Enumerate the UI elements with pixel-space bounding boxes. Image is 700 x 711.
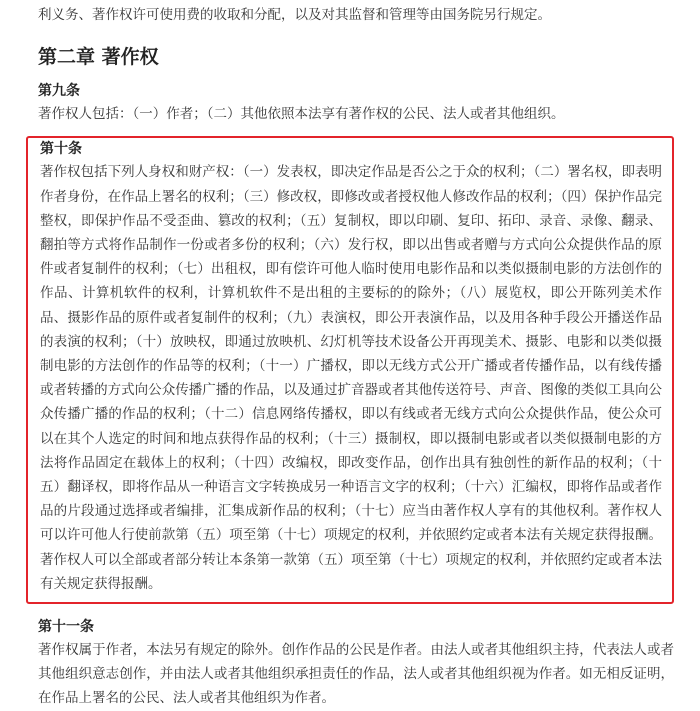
article-9-title: 第九条 (38, 83, 80, 100)
intro-paragraph: 利义务、著作权许可使用费的收取和分配，以及对其监督和管理等由国务院另行规定。 (38, 7, 551, 23)
article-10-title: 第十条 (40, 141, 82, 158)
article-11-title: 第十一条 (38, 619, 94, 636)
article-10-highlight-box (26, 136, 674, 604)
chapter-title: 第二章 著作权 (38, 46, 159, 69)
article-10-body: 著作权包括下列人身权和财产权：（一）发表权，即决定作品是否公之于众的权利；（二）署名权，即表明作者身份，在作品上署名的权利；（三）修改权，即修改或者授权他人修改作品的权利；（四）保护作品完整权，即保护作品不受歪曲、篡改的权利；（五）复制权，即以印刷、复印、拓印、录音、录像、翻录、翻拍等方式将作品制作一份或者多份的权利；（六）发行权，即以出售或者赠与方式向公众提供作品的原件或者复制件的权利；（七）出租权，即有偿许可他人临时使用电影作品和以类似摄制电影的方法创作的作品、计算机软件的权利，计算机软件不是出租的主要标的的除外；（八）展览权，即公开陈列美术作品、摄影作品的原件或者复制件的权利；（九）表演权，即公开表演作品，以及用各种手段公开播送作品的表演的权利；（十）放映权，即通过放映机、幻灯机等技术设备公开再现美术、摄影、电影和以类似摄制电影的方法创作的作品等的权利；（十一）广播权，即以无线方式公开广播或者传播作品，以有线传播或者转播的方式向公众传播广播的作品，以及通过扩音器或者其他传送符号、声音、图像的类似工具向公众传播广播的作品的权利；（十二）信息网络传播权，即以有线或者无线方式向公众提供作品，使公众可以在其个人选定的时间和地点获得作品的权利；（十三）摄制权，即以摄制电影或者以类似摄制电影的方法将作品固定在载体上的权利；（十四）改编权，即改变作品，创作出具有独创性的新作品的权利；（十五）翻译权，即将作品从一种语言文字转换成另一种语言文字的权利；（十六）汇编权，即将作品或者作品的片段通过选择或者编排，汇集成新作品的权利；（十七）应当由著作权人享有的其他权利。著作权人可以许可他人行使前款第（五）项至第（十七）项规定的权利，并依照约定或者本法有关规定获得报酬。著作权人可以全部或者部分转让本条第一款第（五）项至第（十七）项规定的权利，并依照约定或者本法有关规定获得报酬。 (40, 164, 662, 592)
article-11 (38, 616, 674, 711)
article-9-body: 著作权人包括：（一）作者；（二）其他依照本法享有著作权的公民、法人或者其他组织。 (38, 106, 565, 123)
document-page (0, 3, 700, 707)
article-9 (38, 80, 674, 126)
article-11-body: 著作权属于作者，本法另有规定的除外。创作作品的公民是作者。由法人或者其他组织主持，代表法人或者其他组织意志创作，并由法人或者其他组织承担责任的作品，法人或者其他组织视为作者。如无相反证明，在作品上署名的公民、法人或者其他组织为作者。 (38, 642, 674, 707)
